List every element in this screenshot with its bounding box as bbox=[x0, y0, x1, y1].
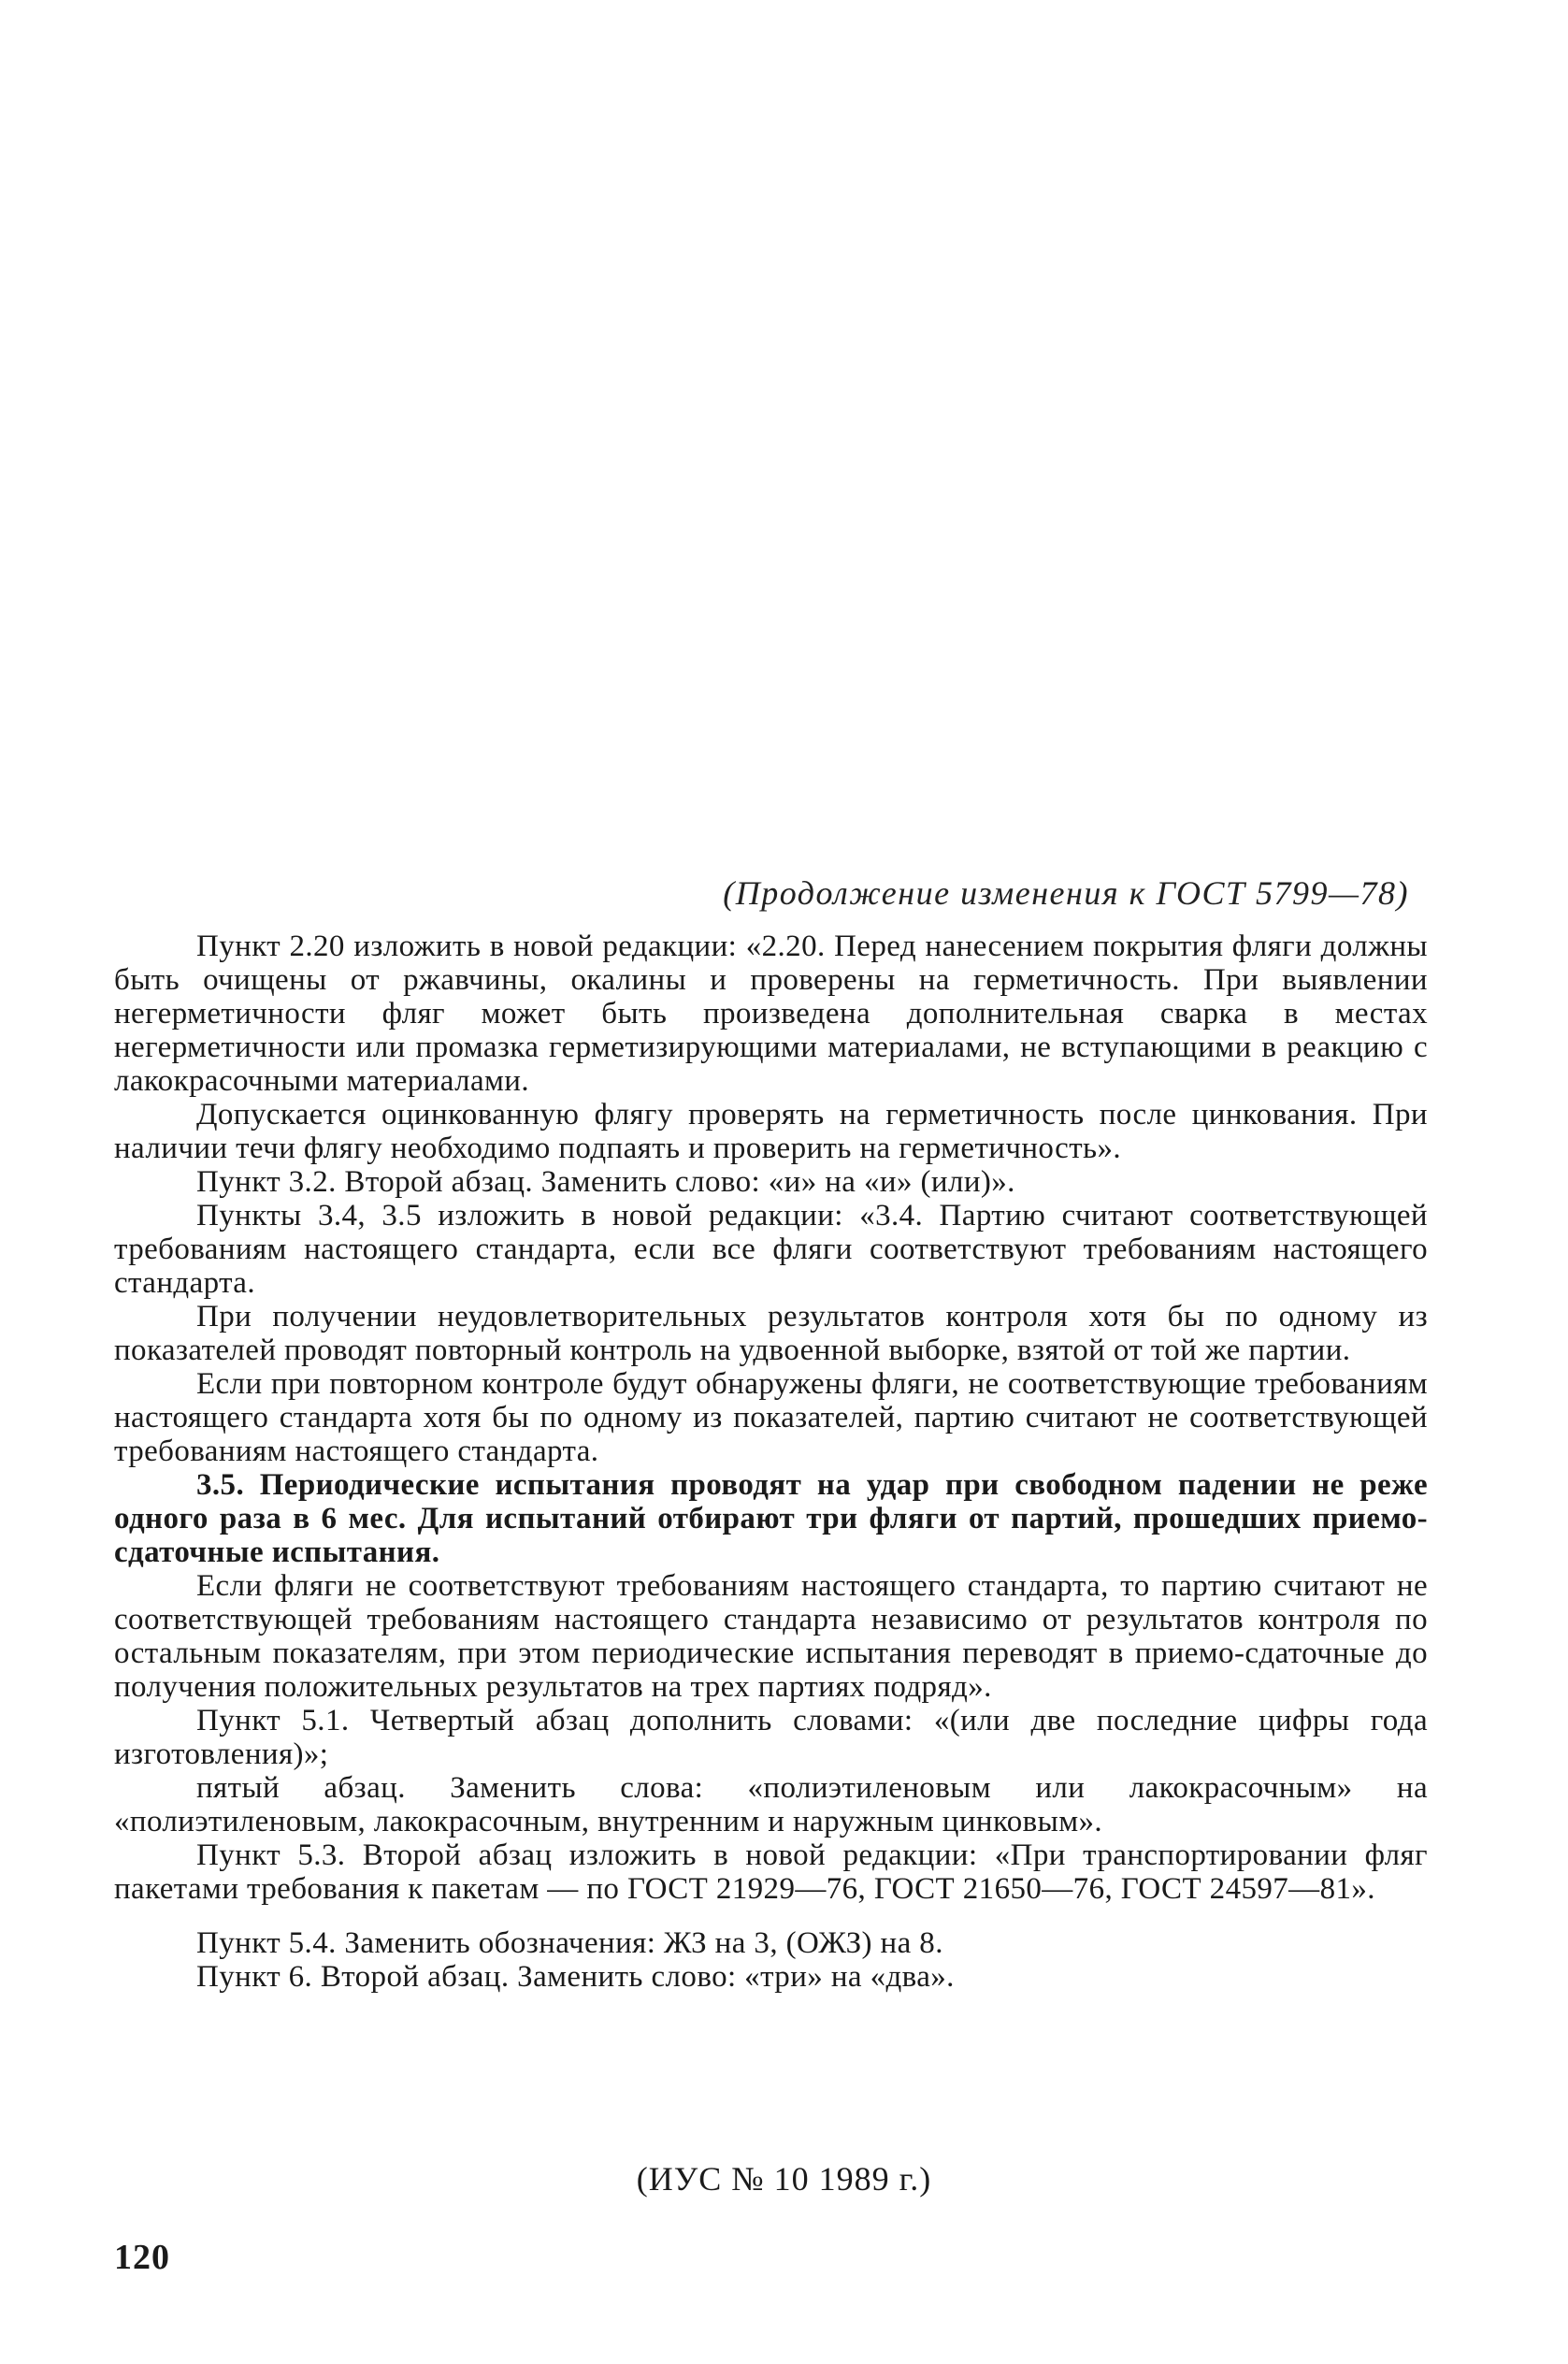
paragraph-3-4: Пункты 3.4, 3.5 изложить в новой редакции: «3.4. Партию считают соответствующей требованиям настоящего стандарта, если все фляги соответствуют требованиям настоящего стандарта. bbox=[114, 1199, 1428, 1300]
paragraph-galvanized-check: Допускается оцинкованную флягу проверять на герметичность после цинкования. При наличии течи флягу необходимо подпаять и проверить на герметичность». bbox=[114, 1098, 1428, 1165]
paragraph-6: Пункт 6. Второй абзац. Заменить слово: «три» на «два». bbox=[196, 1960, 955, 1994]
paragraph-3-5: 3.5. Периодические испытания проводят на удар при свободном падении не реже одного раза в 6 мес. Для испытаний отбирают три фляги от партий, прошедших приемо-сдаточные испытания. bbox=[114, 1468, 1428, 1569]
paragraph-unsatisfactory-results: При получении неудовлетворительных результатов контроля хотя бы по одному из показателей проводят повторный контроль на удвоенной выборке, взятой от той же партии. bbox=[114, 1300, 1428, 1367]
paragraph-5-4: Пункт 5.4. Заменить обозначения: ЖЗ на 3, (ОЖЗ) на 8. bbox=[196, 1926, 943, 1960]
paragraph-3-2: Пункт 3.2. Второй абзац. Заменить слово: «и» на «и» (или)». bbox=[196, 1165, 1015, 1199]
continuation-header: (Продолжение изменения к ГОСТ 5799—78) bbox=[723, 874, 1409, 912]
paragraph-5-1: Пункт 5.1. Четвертый абзац дополнить словами: «(или две последние цифры года изготовления)»; bbox=[114, 1704, 1428, 1771]
page-number: 120 bbox=[114, 2238, 170, 2277]
paragraph-fifth-abzac: пятый абзац. Заменить слова: «полиэтиленовым или лакокрасочным» на «полиэтиленовым, лакокрасочным, внутренним и наружным цинковым». bbox=[114, 1771, 1428, 1838]
source-reference: (ИУС № 10 1989 г.) bbox=[636, 2160, 932, 2198]
paragraph-5-3: Пункт 5.3. Второй абзац изложить в новой редакции: «При транспортировании фляг пакетами требования к пакетам — по ГОСТ 21929—76, ГОСТ 21650—76, ГОСТ 24597—81». bbox=[114, 1838, 1428, 1906]
paragraph-2-20: Пункт 2.20 изложить в новой редакции: «2.20. Перед нанесением покрытия фляги должны быть очищены от ржавчины, окалины и проверены на герметичность. При выявлении негерметичности фляг может быть произведена дополнительная сварка в местах негерметичности или промазка герметизирующими материалами, не вступающими в реакцию с лакокрасочными материалами. bbox=[114, 930, 1428, 1098]
paragraph-repeat-control: Если при повторном контроле будут обнаружены фляги, не соответствующие требованиям настоящего стандарта хотя бы по одному из показателей, партию считают не соответствующей требованиям настоящего стандарта. bbox=[114, 1367, 1428, 1468]
paragraph-periodic-failure: Если фляги не соответствуют требованиям настоящего стандарта, то партию считают не соответствующей требованиям настоящего стандарта независимо от результатов контроля по остальным показателям, при этом периодические испытания переводят в приемо-сдаточные до получения положительных результатов на трех партиях подряд». bbox=[114, 1569, 1428, 1704]
amendment-text bbox=[114, 930, 1428, 1994]
